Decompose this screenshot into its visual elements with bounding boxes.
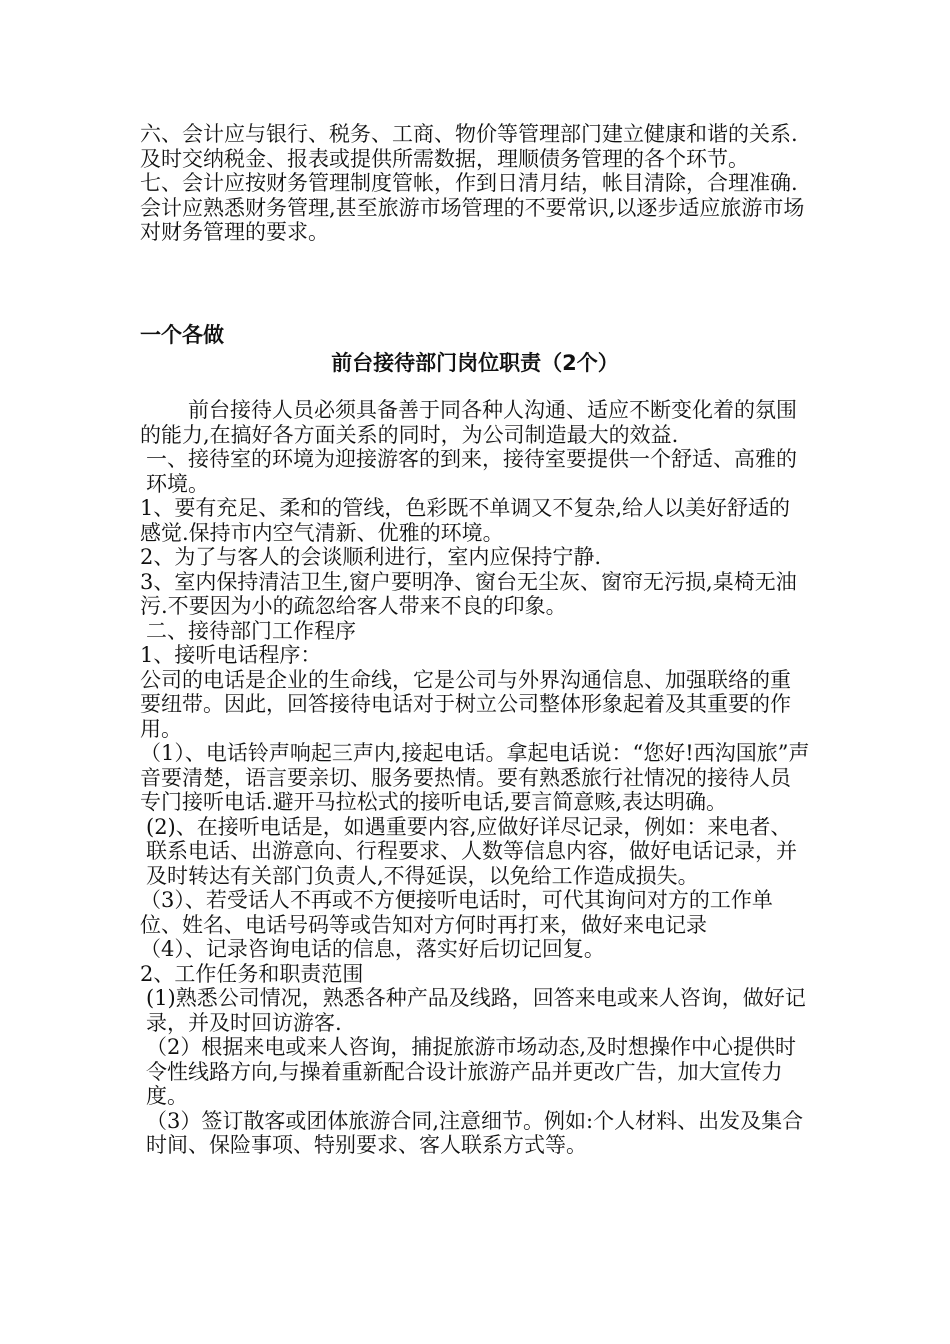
section-two-sub-1: 1、接听电话程序： [140,643,322,667]
paragraph-six: 六、会计应与银行、税务、工商、物价等管理部门建立健康和谐的关系.及时交纳税金、报表或提供所需数据，理顺债务管理的各个环节。 [140,122,798,171]
section-two-sub-2-item-c: （3）签订散客或团体旅游合同,注意细节。例如:个人材料、出发及集合时间、保险事项、特别要求、客人联系方式等。 [146,1108,804,1157]
section-one-item-1: 1、要有充足、柔和的管线，色彩既不单调又不复杂,给人以美好舒适的感觉.保持市内空气清新、优雅的环境。 [140,496,791,545]
section-two-sub-2-item-b: （2）根据来电或来人咨询，捕捉旅游市场动态,及时想操作中心提供时令性线路方向,与操着重新配合设计旅游产品并更改广告，加大宣传力度。 [146,1035,797,1108]
section-two-sub-2: 2、工作任务和职责范围 [140,961,364,986]
intro-paragraph: 前台接待人员必须具备善于同各种人沟通、适应不断变化着的氛围的能力,在搞好各方面关系的同时，为公司制造最大的效益. [140,398,797,447]
section-two-sub-1-item-d: （4）、记录咨询电话的信息，落实好后切记回复。 [140,937,605,961]
section-two-sub-1-item-c: （3）、若受话人不再或不方便接听电话时，可代其询问对方的工作单位、姓名、电话号码等或告知对方何时再打来，做好来电记录 [140,888,773,937]
section-two-sub-1-item-a: （1）、电话铃声响起三声内,接起电话。拿起电话说：“您好!西沟国旅”声音要清楚，语言要亲切、服务要热情。要有熟悉旅行社情况的接待人员专门接听电话.避开马拉松式的接听电话,要言简意赅,表达明确。 [140,741,810,814]
section-two-heading: 二、接待部门工作程序 [146,618,356,643]
top-paragraphs [140,122,810,245]
paragraph-seven: 七、会计应按财务管理制度管帐，作到日清月结，帐目清除，合理准确.会计应熟悉财务管理,甚至旅游市场管理的不要常识,以逐步适应旅游市场对财务管理的要求。 [140,171,805,244]
section-two-sub-2-item-a: (1)熟悉公司情况，熟悉各种产品及线路，回答来电或来人咨询，做好记录，并及时回访游客. [146,986,806,1035]
section-title: 前台接待部门岗位职责（2个） [331,351,619,375]
section-one-heading: 一、接待室的环境为迎接游客的到来，接待室要提供一个舒适、高雅的环境。 [146,447,797,496]
section-one-item-2: 2、为了与客人的会谈顺利进行，室内应保持宁静. [140,545,602,569]
section-two-sub-1-text: 公司的电话是企业的生命线，它是公司与外界沟通信息、加强联络的重要纽带。因此，回答接待电话对于树立公司整体形象起着及其重要的作用。 [140,667,791,741]
section-label: 一个各做 [140,323,224,347]
section-two-sub-1-item-b: (2)、在接听电话是，如遇重要内容,应做好详尽记录，例如：来电者、联系电话、出游意向、行程要求、人数等信息内容，做好电话记录，并及时转达有关部门负责人,不得延误，以免给工作造成损失。 [146,814,797,888]
body-text [140,398,810,1158]
section-one-item-3: 3、室内保持清洁卫生,窗户要明净、窗台无尘灰、窗帘无污损,桌椅无油污.不要因为小的疏忽给客人带来不良的印象。 [140,569,797,618]
